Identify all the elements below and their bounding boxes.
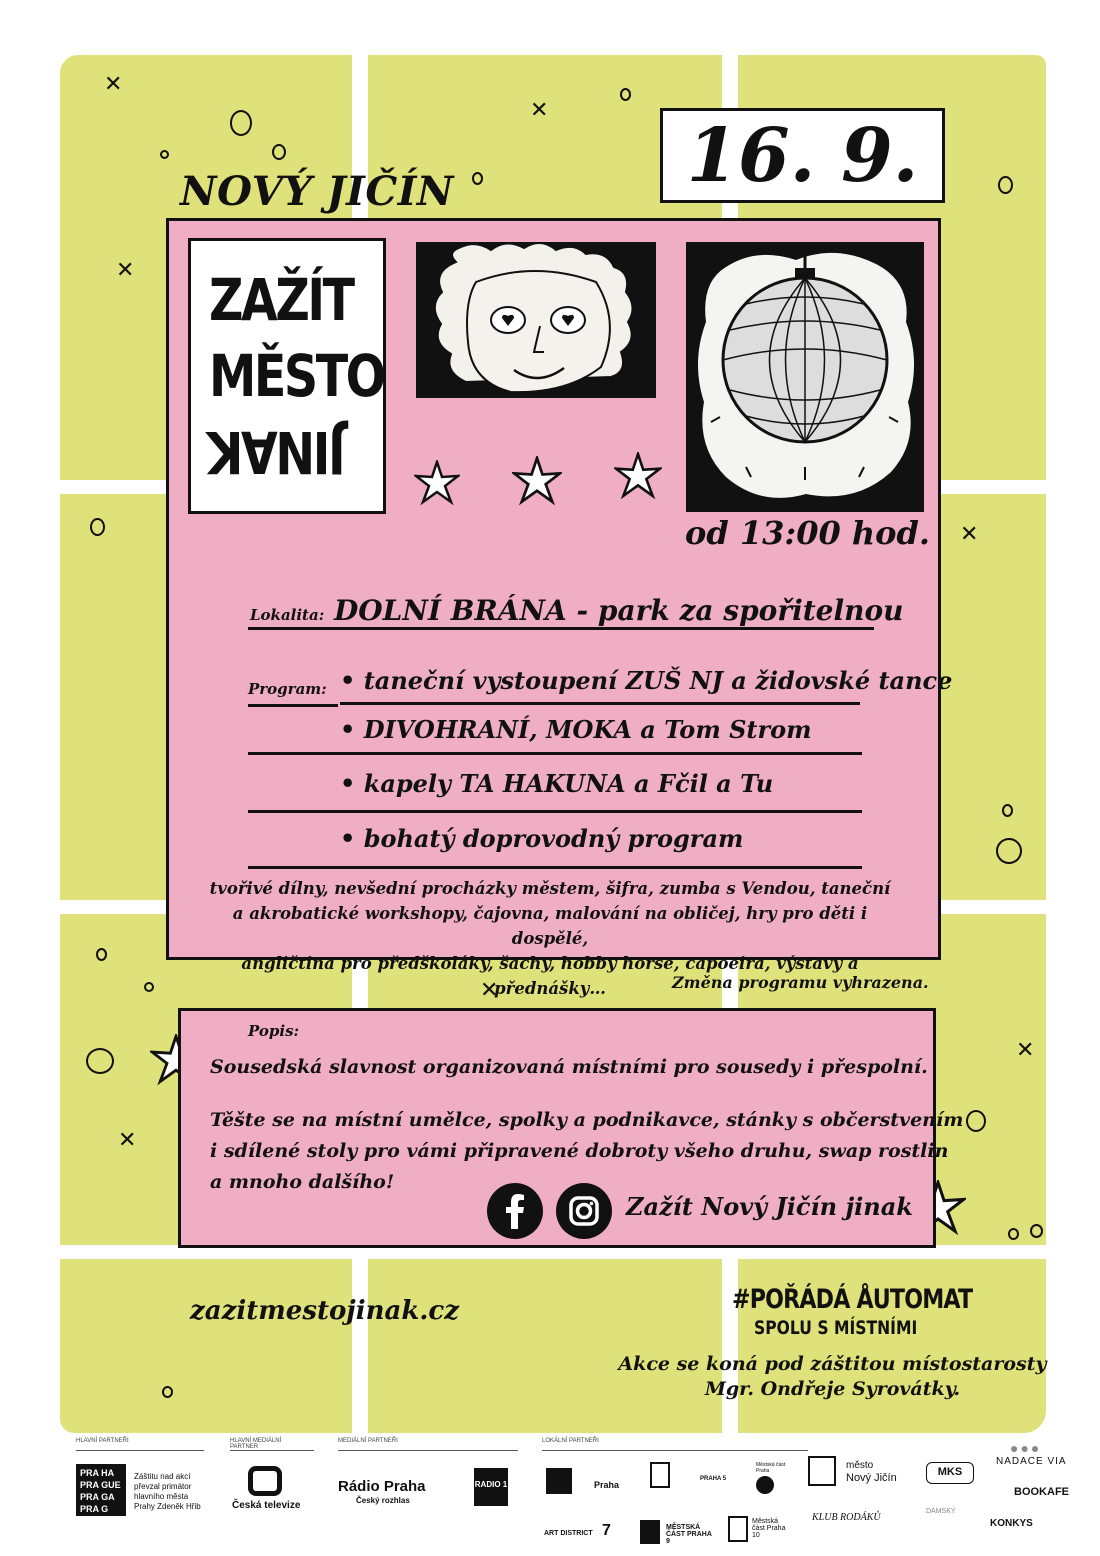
praha-patronage-line: převzal primátor [134,1482,192,1491]
art-district-label: ART DISTRICT [544,1530,593,1537]
circle-doodle [160,150,169,159]
cross-doodle: ✕ [118,1128,137,1153]
mesto-name: Nový Jičín [846,1472,897,1484]
description-paragraph-line: a mnoho dalšího! [210,1171,395,1193]
mesto-label: město [846,1460,874,1471]
bookafe-label: BOOKAFE [1014,1486,1069,1498]
event-date: 16. 9. [660,108,945,203]
logo-line-3-wrapper [209,414,352,490]
program-label: Program: [248,680,327,698]
cross-doodle: ✕ [960,522,979,547]
praha-logo-line: PRA G [80,1504,109,1514]
coat-of-arms-icon [650,1462,670,1488]
praha-patronage-line: Prahy Zdeněk Hřib [134,1502,201,1511]
description-line: Sousedská slavnost organizovaná místními pro sousedy i přespolní. [210,1056,928,1078]
praha-small-label: Praha [594,1480,620,1490]
praha-logo [76,1464,126,1516]
circle-doodle [998,176,1013,194]
star-icon [414,460,460,506]
patronage-note [600,1352,1065,1402]
program-underline [248,704,338,707]
disco-ball-illustration [686,242,924,512]
nadace-label: NADACE VIA [996,1456,1067,1467]
location-label: Lokalita: [250,606,325,624]
program-underline [248,752,862,755]
location-value: DOLNÍ BRÁNA - park za spořitelnou [334,594,904,627]
logo-line-1: ZAŽÍT [209,266,353,334]
logo-line-2: MĚSTO [209,342,384,410]
praha10-coat-icon [728,1516,748,1542]
website-link[interactable]: zazitmestojinak.cz [190,1296,460,1326]
circle-doodle [144,982,154,992]
patronage-line: Mgr. Ondřeje Syrovátky. [704,1378,961,1400]
program-extras-line: angličtina pro předškoláky, šachy, hobby horse, capoeira, výstavy a přednášky… [241,954,859,998]
face-illustration [416,242,656,398]
cesky-rozhlas-label: Český rozhlas [356,1496,410,1505]
description-paragraph-line: Těšte se na místní umělce, spolky a podnikavce, stánky s občerstvením [210,1109,964,1131]
program-extras-line: a akrobatické workshopy, čajovna, malování na obličej, hry pro děti i dospělé, [232,904,868,948]
logo-line-3: JINAK [209,418,346,486]
ct-label: Česká televize [232,1500,301,1511]
circle-doodle [472,172,483,185]
footer-rule [542,1450,808,1451]
zazit-mesto-jinak-logo [188,238,386,514]
cross-doodle: ✕ [530,98,549,123]
praha10-label: Městská část Praha 10 [752,1518,786,1539]
program-item: • bohatý doprovodný program [340,824,744,853]
program-underline [248,810,862,813]
footer-rule [76,1450,204,1451]
cross-doodle: ✕ [104,72,123,97]
program-change-note: Změna programu vyhrazena. [672,973,929,992]
praha9-label: MĚSTSKÁ ČÁST PRAHA 9 [666,1524,712,1545]
program-underline [248,866,862,869]
praha6-label: Městská část Praha [756,1462,786,1474]
praha5-label: PRAHA 5 [700,1476,727,1482]
circle-doodle [162,1386,173,1398]
circle-doodle [230,110,252,136]
praha-logo-line: PRA HA [80,1468,115,1478]
star-icon [512,456,562,506]
circle-doodle [272,144,286,160]
instagram-icon[interactable] [556,1183,612,1239]
circle-doodle [96,948,107,961]
ct-logo-icon [248,1466,282,1496]
social-handle: Zažít Nový Jičín jinak [626,1192,913,1221]
novy-jicin-coat-icon [808,1456,836,1486]
praha-patronage-text [134,1472,201,1512]
cross-doodle: ✕ [116,258,135,283]
praha6-icon [756,1476,774,1494]
organizer-line-1: #POŘÁDÁ ÅUTOMAT [732,1284,973,1315]
footer-heading: LOKÁLNÍ PARTNEŘI [542,1438,599,1444]
circle-doodle [996,838,1022,864]
circle-doodle [86,1048,114,1074]
description-paragraph-line: i sdílené stoly pro vámi připravené dobroty všeho druhu, swap rostlin [210,1140,949,1162]
location-underline [248,627,874,630]
city-title: NOVÝ JIČÍN [180,168,454,215]
konkys-label: KONKYS [990,1518,1033,1529]
organizer-line-2: SPOLU S MÍSTNÍMI [754,1317,918,1339]
event-time: od 13:00 hod. [685,514,930,552]
praha-part-logo-icon [546,1468,572,1494]
footer-heading: HLAVNÍ MEDIÁLNÍ PARTNER [230,1438,282,1450]
cross-doodle: ✕ [1016,1038,1035,1063]
footer-heading: MEDIÁLNÍ PARTNEŘI [338,1438,398,1444]
radio-praha-label: Rádio Praha [338,1478,426,1495]
circle-doodle [1008,1228,1019,1240]
praha7-icon: 7 [602,1522,611,1539]
program-item: • DIVOHRANÍ, MOKA a Tom Strom [340,715,812,744]
footer-heading: HLAVNÍ PARTNEŘI [76,1438,129,1444]
praha9-icon [640,1520,660,1544]
mks-logo: MKS [926,1462,974,1484]
patronage-line: Akce se koná pod záštitou místostarosty [618,1353,1047,1375]
praha-patronage-line: hlavního města [134,1492,189,1501]
circle-doodle [90,518,105,536]
praha-logo-line: PRA GUE [80,1480,121,1490]
footer-rule [338,1450,518,1451]
circle-doodle [1002,804,1013,817]
star-icon [614,452,662,500]
damsky-label: DÁMSKÝ [926,1508,956,1515]
radio1-logo: RADIO 1 [474,1468,508,1506]
program-item: • taneční vystoupení ZUŠ NJ a židovské tance [340,666,953,695]
program-extras-line: tvořivé dílny, nevšední procházky městem, šifra, zumba s Vendou, taneční [209,879,891,898]
circle-doodle [620,88,631,101]
klub-rodaku-label: KLUB RODÁKŮ [812,1512,881,1523]
cross-doodle: ✕ [480,978,499,1003]
circle-doodle [1030,1224,1043,1238]
facebook-icon[interactable] [487,1183,543,1239]
nadace-dots-icon: ●●● [1010,1440,1042,1456]
praha-patronage-line: Záštitu nad akcí [134,1472,191,1481]
description-label: Popis: [248,1022,300,1040]
program-item: • kapely TA HAKUNA a Fčil a Tu [340,769,774,798]
footer-rule [230,1450,314,1451]
praha-logo-line: PRA GA [80,1492,115,1502]
program-underline [340,702,860,705]
circle-doodle [966,1110,986,1132]
